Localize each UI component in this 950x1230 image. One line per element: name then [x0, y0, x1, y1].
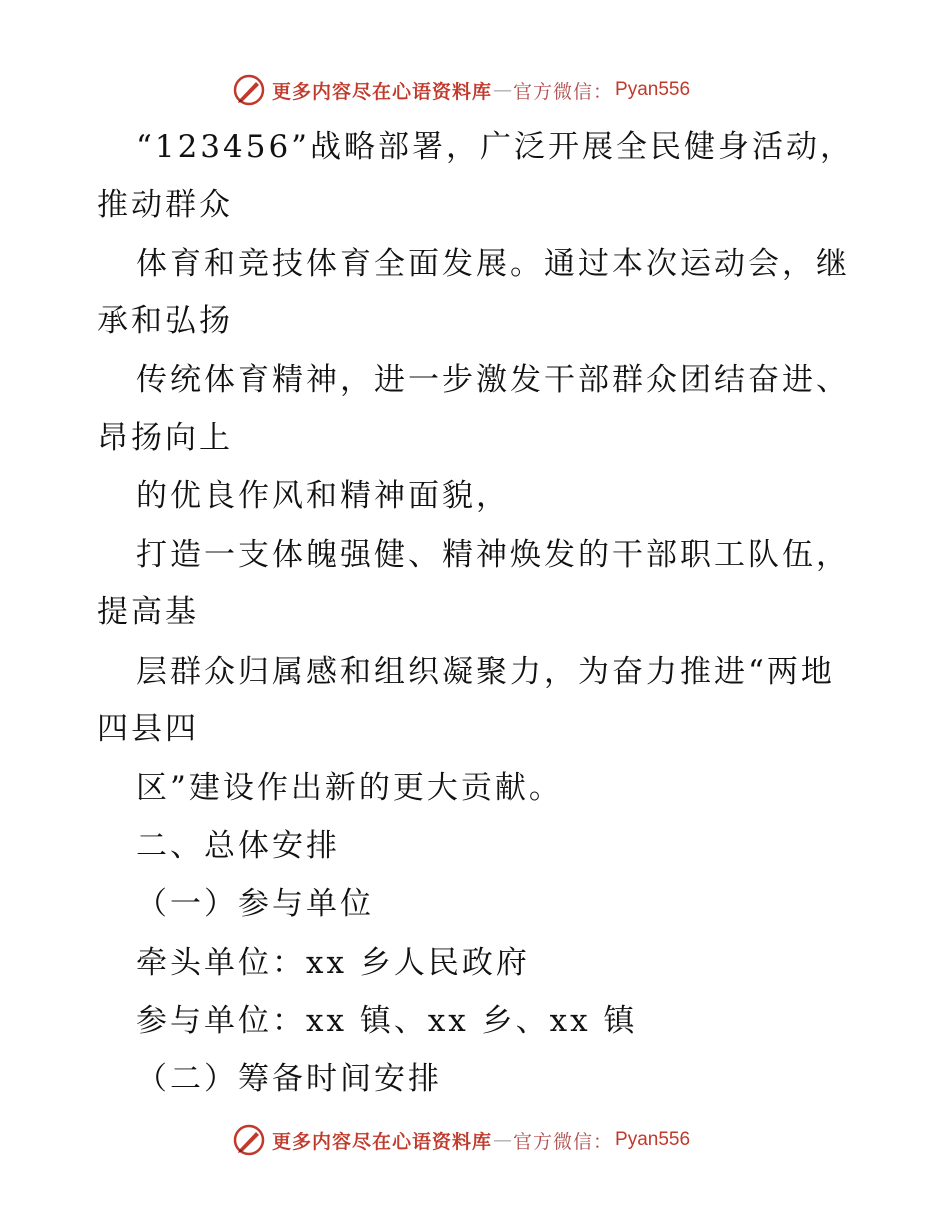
body-line: 层群众归属感和组织凝聚力，为奋力推进“两地 — [136, 654, 835, 690]
body-line: 提高基 — [97, 594, 199, 630]
body-line: 承和弘扬 — [97, 303, 233, 339]
body-line: 推动群众 — [97, 187, 233, 223]
body-line: 体育和竞技体育全面发展。通过本次运动会，继 — [136, 246, 850, 282]
banner-wechat-id: Pyan556 — [615, 1129, 691, 1150]
body-line: 牵头单位：xx 乡人民政府 — [136, 945, 530, 981]
body-line: 昂扬向上 — [97, 420, 233, 456]
banner-wechat-label: 官方微信： — [513, 1130, 614, 1153]
body-line: 传统体育精神，进一步激发干部群众团结奋进、 — [136, 362, 850, 398]
subsection-heading: （一）参与单位 — [136, 886, 374, 922]
body-line: “123456”战略部署，广泛开展全民健身活动， — [136, 129, 855, 165]
body-line: 的优良作风和精神面貌， — [136, 478, 510, 514]
banner-slogan: 更多内容尽在心语资料库 — [272, 80, 493, 103]
subsection-heading: （二）筹备时间安排 — [136, 1061, 442, 1097]
body-line: 区”建设作出新的更大贡献。 — [136, 770, 563, 806]
body-line: 参与单位：xx 镇、xx 乡、xx 镇 — [136, 1003, 638, 1039]
footer-banner — [232, 1122, 690, 1158]
banner-slogan: 更多内容尽在心语资料库 — [272, 1130, 493, 1153]
banner-wechat-label: 官方微信： — [513, 80, 614, 103]
pen-logo-icon — [232, 73, 266, 107]
banner-dash: — — [493, 79, 513, 101]
body-line: 四县四 — [97, 711, 199, 747]
banner-dash: — — [493, 1129, 513, 1151]
section-heading: 二、总体安排 — [136, 828, 340, 864]
body-line: 打造一支体魄强健、精神焕发的干部职工队伍， — [136, 537, 850, 573]
header-banner — [232, 72, 690, 108]
banner-wechat-id: Pyan556 — [615, 79, 691, 100]
pen-logo-icon — [232, 1123, 266, 1157]
